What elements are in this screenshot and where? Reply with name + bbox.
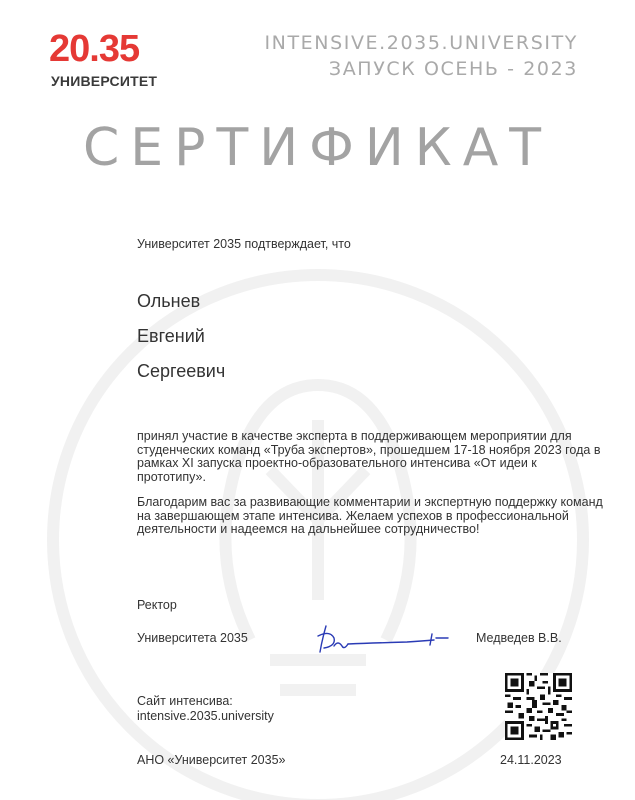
confirm-text: Университет 2035 подтверждает, что (137, 237, 351, 251)
recipient-patronymic: Сергеевич (137, 361, 226, 381)
signature-image (312, 618, 450, 658)
body-paragraph-thanks: Благодарим вас за развивающие комментарии и экспертную поддержку команд на завершающем этапе интенсива. Желаем успехов в профессиональной деятельности и надеемся на дальнейшее сотрудничество! (137, 495, 603, 536)
signer-title-university: Университета 2035 (137, 631, 248, 645)
body-paragraph-participation: принял участие в качестве эксперта в поддерживающем мероприятии для студенческих команд «Труба экспертов», прошедшем 17-18 ноября 2023 года в рамках XI запуска проектно-образовательного интенсива «От идеи к прототипу». (137, 429, 601, 484)
site-label: Сайт интенсива: (137, 694, 233, 708)
header-site-name: INTENSIVE.2035.UNIVERSITY (264, 32, 578, 54)
signer-name: Медведев В.В. (476, 631, 562, 645)
footer-organization: АНО «Университет 2035» (137, 753, 286, 767)
recipient-last-name: Ольнев (137, 291, 201, 311)
recipient-first-name: Евгений (137, 326, 205, 346)
site-url[interactable]: intensive.2035.university (137, 709, 274, 723)
certificate-title: СЕРТИФИКАТ (82, 118, 553, 178)
issue-date: 24.11.2023 (500, 753, 562, 767)
logo-subtitle: УНИВЕРСИТЕТ (51, 73, 158, 89)
logo-number: 20.35 (49, 28, 140, 70)
qr-code-icon (505, 673, 572, 740)
header-launch-label: ЗАПУСК ОСЕНЬ - 2023 (328, 58, 578, 80)
signer-title-rector: Ректор (137, 598, 177, 612)
